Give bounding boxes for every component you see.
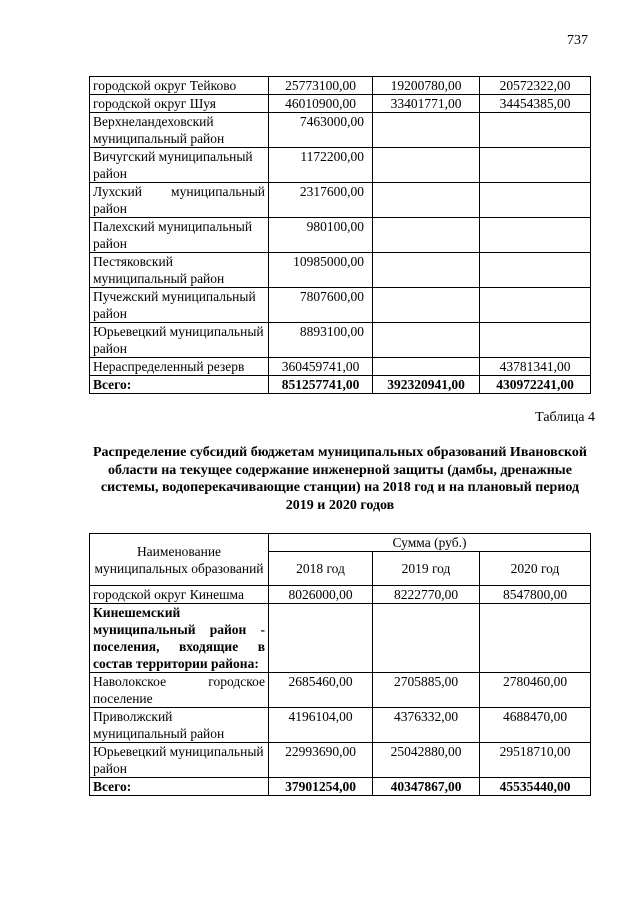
table-row	[90, 253, 591, 288]
value-2020	[480, 148, 591, 183]
value-2018: 4196104,00	[269, 708, 373, 743]
row-name: Нераспределенный резерв	[90, 358, 269, 376]
table-row	[90, 323, 591, 358]
value-2019: 2705885,00	[373, 673, 480, 708]
header-year-2018: 2018 год	[269, 552, 373, 586]
value-2018: 360459741,00	[269, 358, 373, 376]
value-2019	[373, 288, 480, 323]
table-row	[90, 183, 591, 218]
empty-cell	[373, 604, 480, 673]
table-row	[90, 288, 591, 323]
row-name: Юрьевецкий муниципальный район	[90, 743, 269, 778]
row-name: Лухский муниципальный район	[90, 183, 269, 218]
value-2019	[373, 358, 480, 376]
value-2020: 4688470,00	[480, 708, 591, 743]
value-2020: 20572322,00	[480, 77, 591, 95]
total-2019: 392320941,00	[373, 376, 480, 394]
value-2018: 46010900,00	[269, 95, 373, 113]
row-name: городской округ Тейково	[90, 77, 269, 95]
value-2019	[373, 323, 480, 358]
table-4	[89, 533, 591, 796]
header-row	[90, 534, 591, 552]
value-2019	[373, 183, 480, 218]
value-2018: 2685460,00	[269, 673, 373, 708]
value-2020	[480, 113, 591, 148]
row-name: Пучежский муниципальный район	[90, 288, 269, 323]
table-row	[90, 218, 591, 253]
table-3-body	[90, 77, 591, 394]
table-4-title: Распределение субсидий бюджетам муниципальных образований Ивановской области на текущее содержание инженерной защиты (дамбы, дренажные системы, водоперекачивающие станции) на 2018 год и на плановый период 2019 и 2020 годов	[93, 445, 587, 513]
value-2020	[480, 288, 591, 323]
value-2018: 10985000,00	[269, 253, 373, 288]
value-2019	[373, 218, 480, 253]
value-2019: 19200780,00	[373, 77, 480, 95]
table-3-continuation	[89, 76, 591, 394]
row-name: Наволокское городское поселение	[90, 673, 269, 708]
value-2018: 8026000,00	[269, 586, 373, 604]
total-2018: 851257741,00	[269, 376, 373, 394]
value-2019: 33401771,00	[373, 95, 480, 113]
row-name: городской округ Шуя	[90, 95, 269, 113]
value-2020: 43781341,00	[480, 358, 591, 376]
total-2018: 37901254,00	[269, 778, 373, 796]
value-2018: 980100,00	[269, 218, 373, 253]
value-2019: 4376332,00	[373, 708, 480, 743]
table-4-body	[90, 534, 591, 796]
table-row	[90, 113, 591, 148]
header-year-2020: 2020 год	[480, 552, 591, 586]
value-2018: 25773100,00	[269, 77, 373, 95]
value-2018: 22993690,00	[269, 743, 373, 778]
page-number: 737	[567, 33, 588, 48]
total-row	[90, 376, 591, 394]
total-label: Всего:	[90, 376, 269, 394]
empty-cell	[269, 604, 373, 673]
total-2020: 45535440,00	[480, 778, 591, 796]
row-name: городской округ Кинешма	[90, 586, 269, 604]
table-row	[90, 708, 591, 743]
table-row	[90, 743, 591, 778]
value-2020: 34454385,00	[480, 95, 591, 113]
value-2020	[480, 183, 591, 218]
value-2019	[373, 253, 480, 288]
row-name: Приволжский муниципальный район	[90, 708, 269, 743]
header-name: Наименование муниципальных образований	[90, 534, 269, 586]
value-2018: 7807600,00	[269, 288, 373, 323]
header-year-2019: 2019 год	[373, 552, 480, 586]
value-2020: 29518710,00	[480, 743, 591, 778]
table-row	[90, 586, 591, 604]
value-2020	[480, 218, 591, 253]
value-2018: 2317600,00	[269, 183, 373, 218]
table-row	[90, 77, 591, 95]
value-2020	[480, 253, 591, 288]
row-name: Палехский муниципальный район	[90, 218, 269, 253]
total-row	[90, 778, 591, 796]
value-2019	[373, 113, 480, 148]
total-2019: 40347867,00	[373, 778, 480, 796]
row-name: Верхнеландеховский муниципальный район	[90, 113, 269, 148]
row-name: Юрьевецкий муниципальный район	[90, 323, 269, 358]
value-2019: 25042880,00	[373, 743, 480, 778]
header-sum: Сумма (руб.)	[269, 534, 591, 552]
value-2020	[480, 323, 591, 358]
row-name: Вичугский муниципальный район	[90, 148, 269, 183]
table-row	[90, 95, 591, 113]
value-2018: 1172200,00	[269, 148, 373, 183]
group-heading-row	[90, 604, 591, 673]
row-name: Пестяковский муниципальный район	[90, 253, 269, 288]
table-row	[90, 358, 591, 376]
table-row	[90, 673, 591, 708]
value-2018: 7463000,00	[269, 113, 373, 148]
value-2020: 8547800,00	[480, 586, 591, 604]
empty-cell	[480, 604, 591, 673]
group-heading: Кинешемский муниципальный район - поселения, входящие в состав территории района:	[90, 604, 269, 673]
value-2019	[373, 148, 480, 183]
value-2020: 2780460,00	[480, 673, 591, 708]
value-2019: 8222770,00	[373, 586, 480, 604]
table-row	[90, 148, 591, 183]
total-label: Всего:	[90, 778, 269, 796]
total-2020: 430972241,00	[480, 376, 591, 394]
value-2018: 8893100,00	[269, 323, 373, 358]
table-4-label: Таблица 4	[535, 410, 595, 425]
